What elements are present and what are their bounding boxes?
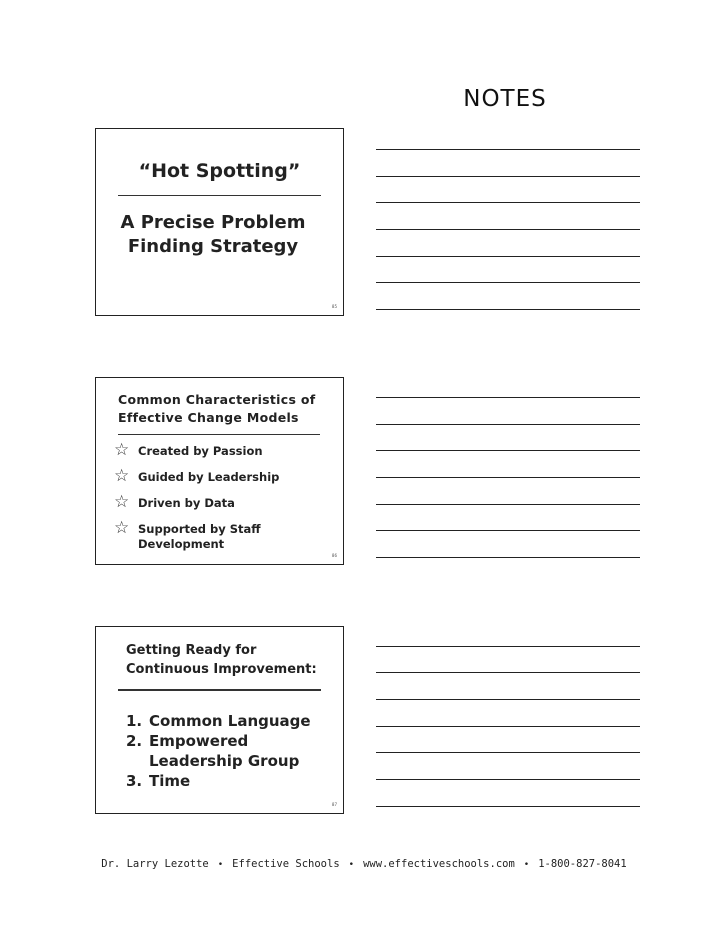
characteristics-list (114, 440, 298, 563)
note-line (376, 424, 640, 425)
list-item: ☆ Supported by Staff Development (114, 518, 261, 551)
footer-phone: 1-800-827-8041 (538, 858, 627, 870)
slide-title: Getting Ready for Continuous Improvement: (126, 643, 317, 677)
note-line (376, 557, 640, 558)
note-line (376, 779, 640, 780)
title-divider (118, 689, 321, 691)
bullet-separator: • (217, 860, 224, 870)
star-outline-icon: ☆ (114, 466, 130, 486)
note-line (376, 309, 640, 310)
slide-thumbnail-2 (95, 377, 344, 565)
slide-thumbnail-3 (95, 626, 344, 814)
star-outline-icon: ☆ (114, 492, 130, 512)
note-line (376, 752, 640, 753)
list-item: 1. Common Language (126, 712, 311, 730)
star-outline-icon: ☆ (114, 440, 130, 460)
slide-number: 85 (331, 304, 337, 309)
slide-title: Common Characteristics of Effective Change Models (118, 392, 316, 425)
note-line (376, 229, 640, 230)
footer-org: Effective Schools (232, 858, 340, 870)
list-item: ☆ Driven by Data (114, 492, 235, 512)
note-line (376, 646, 640, 647)
notes-title: NOTES (463, 86, 547, 112)
list-item: 2. Empowered Leadership Group (126, 732, 300, 770)
list-item: 3. Time (126, 772, 191, 790)
list-item: ☆ Guided by Leadership (114, 466, 280, 486)
slide-subtitle: A Precise Problem Finding Strategy (120, 212, 306, 257)
title-divider (118, 434, 320, 435)
title-divider (118, 195, 321, 196)
steps-list (126, 711, 339, 791)
note-line (376, 282, 640, 283)
note-line (376, 256, 640, 257)
note-line (376, 477, 640, 478)
note-line (376, 806, 640, 807)
footer-website: www.effectiveschools.com (363, 858, 515, 870)
note-line (376, 202, 640, 203)
note-line (376, 149, 640, 150)
page-footer (0, 858, 728, 870)
note-line (376, 530, 640, 531)
note-line (376, 176, 640, 177)
note-line (376, 726, 640, 727)
bullet-separator: • (523, 860, 530, 870)
slide-thumbnail-1 (95, 128, 344, 316)
slide-number: 87 (331, 802, 337, 807)
list-item: ☆ Created by Passion (114, 440, 263, 460)
note-line (376, 504, 640, 505)
star-outline-icon: ☆ (114, 518, 130, 538)
note-line (376, 672, 640, 673)
note-line (376, 699, 640, 700)
slide-number: 86 (331, 553, 337, 558)
footer-author: Dr. Larry Lezotte (101, 858, 209, 870)
slide-title: “Hot Spotting” (138, 160, 301, 182)
note-line (376, 450, 640, 451)
bullet-separator: • (348, 860, 355, 870)
note-line (376, 397, 640, 398)
